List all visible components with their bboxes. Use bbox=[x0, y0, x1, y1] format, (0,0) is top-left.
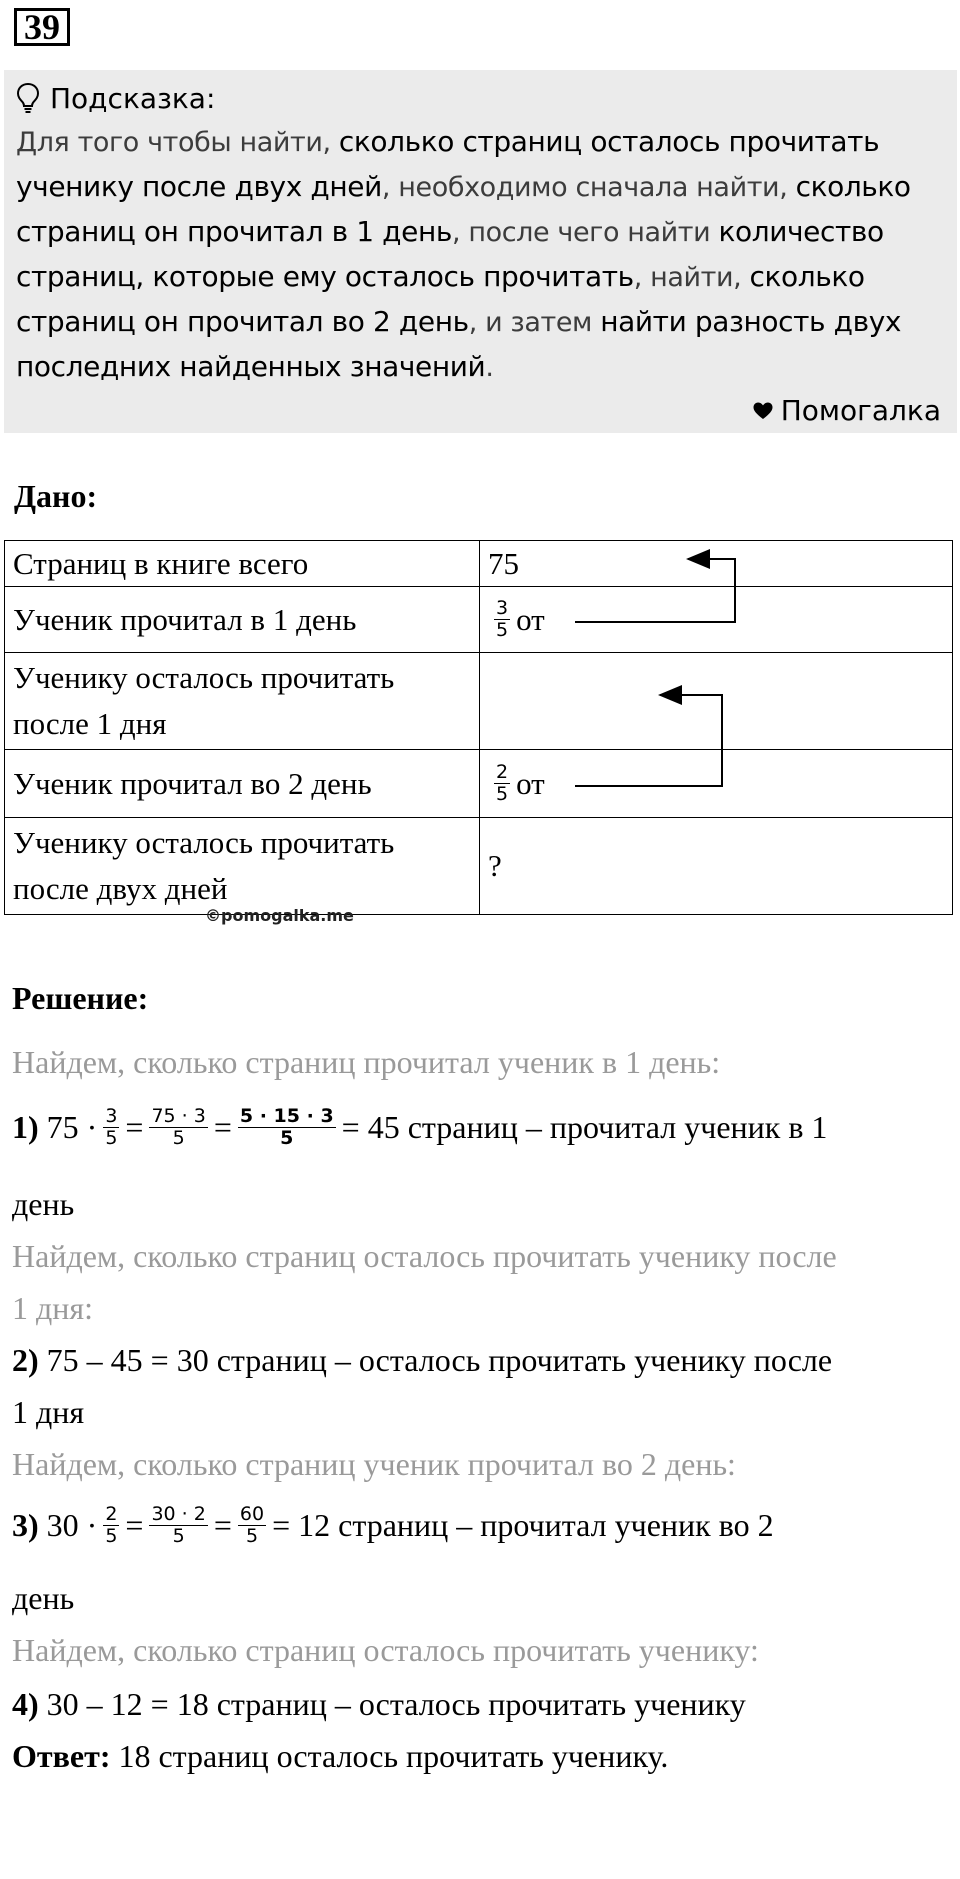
suffix-text: от bbox=[516, 765, 545, 801]
hint-segment: , после чего найти bbox=[451, 217, 719, 248]
fraction-denominator: 5 bbox=[496, 619, 509, 641]
brand-name: Помогалка bbox=[780, 394, 941, 427]
expr-result: = 45 страниц – прочитал ученик в 1 bbox=[341, 1109, 828, 1145]
solution-title: Решение: bbox=[12, 980, 149, 1016]
hint-segment: , найти, bbox=[633, 262, 750, 293]
step-3-comment: Найдем, сколько страниц ученик прочитал во 2 день: bbox=[12, 1446, 736, 1482]
answer-text: 18 страниц осталось прочитать ученику. bbox=[118, 1738, 669, 1774]
fraction-numerator: 2 bbox=[496, 761, 509, 783]
fraction-denominator: 5 bbox=[496, 783, 509, 805]
fraction: $\frac{2}{5}$ bbox=[105, 1503, 118, 1547]
step-1-equation: 1) 75 · $\frac{3}{5}$ = $\frac{75 \cdot 3}{5}$ = $\frac{5 \cdot 15 \cdot 3}{5}$ = 45 страниц – прочитал ученик в 1 bbox=[12, 1105, 828, 1149]
hint-emphasis: сколько страниц осталось прочитать ученику после двух дней bbox=[16, 125, 880, 203]
given-title: Дано: bbox=[14, 478, 98, 514]
step-number: 3) bbox=[12, 1507, 39, 1543]
cell-line: Ученику осталось прочитать bbox=[13, 660, 395, 695]
step-2-comment-line1: Найдем, сколько страниц осталось прочитать ученику после bbox=[12, 1238, 837, 1274]
expr-part: 30 · bbox=[46, 1507, 98, 1543]
hint-segment: , необходимо сначала найти, bbox=[381, 172, 796, 203]
fraction: $\frac{5 \cdot 15 \cdot 3}{5}$ bbox=[239, 1105, 334, 1149]
expr-part: 75 – 45 = 30 страниц – осталось прочитать ученику после bbox=[46, 1342, 833, 1378]
step-2-comment-line2: 1 дня: bbox=[12, 1290, 94, 1326]
table-cell: 75 bbox=[480, 541, 953, 587]
hint-emphasis: найти разность двух последних найденных значений bbox=[16, 305, 902, 383]
answer-label: Ответ: bbox=[12, 1738, 111, 1774]
hint-segment: , и затем bbox=[468, 307, 601, 338]
hint-title: Подсказка: bbox=[50, 81, 216, 115]
step-number: 1) bbox=[12, 1109, 39, 1145]
step-1-comment: Найдем, сколько страниц прочитал ученик в 1 день: bbox=[12, 1044, 721, 1080]
task-number: 39 bbox=[14, 8, 70, 46]
fraction: $\frac{60}{5}$ bbox=[239, 1503, 265, 1547]
step-2-equation bbox=[12, 1342, 832, 1379]
step-2-continuation: 1 дня bbox=[12, 1394, 85, 1430]
suffix-text: от bbox=[516, 601, 545, 637]
step-3-equation: 3) 30 · $\frac{2}{5}$ = $\frac{30 \cdot 2}{5}$ = $\frac{60}{5}$ = 12 страниц – прочитал ученик во 2 bbox=[12, 1503, 774, 1547]
step-1-continuation: день bbox=[12, 1186, 75, 1222]
arrow-row2-to-row1 bbox=[575, 559, 735, 622]
table-cell: Страниц в книге всего bbox=[5, 541, 480, 587]
expr-part: 75 · bbox=[46, 1109, 98, 1145]
step-number: 2) bbox=[12, 1342, 39, 1378]
cell-line: после двух дней bbox=[13, 871, 228, 906]
table-cell: Ученик прочитал во 2 день bbox=[5, 750, 480, 818]
step-4-comment: Найдем, сколько страниц осталось прочитать ученику: bbox=[12, 1632, 759, 1668]
watermark: ©pomogalka.me bbox=[205, 906, 354, 925]
hint-emphasis: сколько страниц он прочитал во 2 день bbox=[16, 260, 865, 338]
fraction-numerator: 3 bbox=[496, 597, 509, 619]
answer bbox=[12, 1738, 668, 1775]
step-number: 4) bbox=[12, 1686, 39, 1722]
hint-segment: . bbox=[485, 352, 494, 383]
fraction: $\frac{75 \cdot 3}{5}$ bbox=[151, 1105, 206, 1149]
step-4-equation bbox=[12, 1686, 746, 1723]
hint-emphasis: количество страниц, которые ему осталось прочитать bbox=[16, 215, 884, 293]
expr-result: = 12 страниц – прочитал ученик во 2 bbox=[272, 1507, 774, 1543]
hint-segment: Для того чтобы найти, bbox=[16, 127, 339, 158]
step-3-continuation: день bbox=[12, 1580, 75, 1616]
table-cell: Ученик прочитал в 1 день bbox=[5, 587, 480, 653]
fraction: $\frac{30 \cdot 2}{5}$ bbox=[151, 1503, 206, 1547]
expr-part: 30 – 12 = 18 страниц – осталось прочитать ученику bbox=[46, 1686, 746, 1722]
fraction: $\frac{3}{5}$ bbox=[105, 1105, 118, 1149]
cell-line: после 1 дня bbox=[13, 706, 167, 741]
arrow-row4-to-row3 bbox=[575, 695, 722, 786]
cell-line: Ученику осталось прочитать bbox=[13, 825, 395, 860]
table-cell: ? bbox=[480, 818, 953, 915]
hint-emphasis: сколько страниц он прочитал в 1 день bbox=[16, 170, 911, 248]
